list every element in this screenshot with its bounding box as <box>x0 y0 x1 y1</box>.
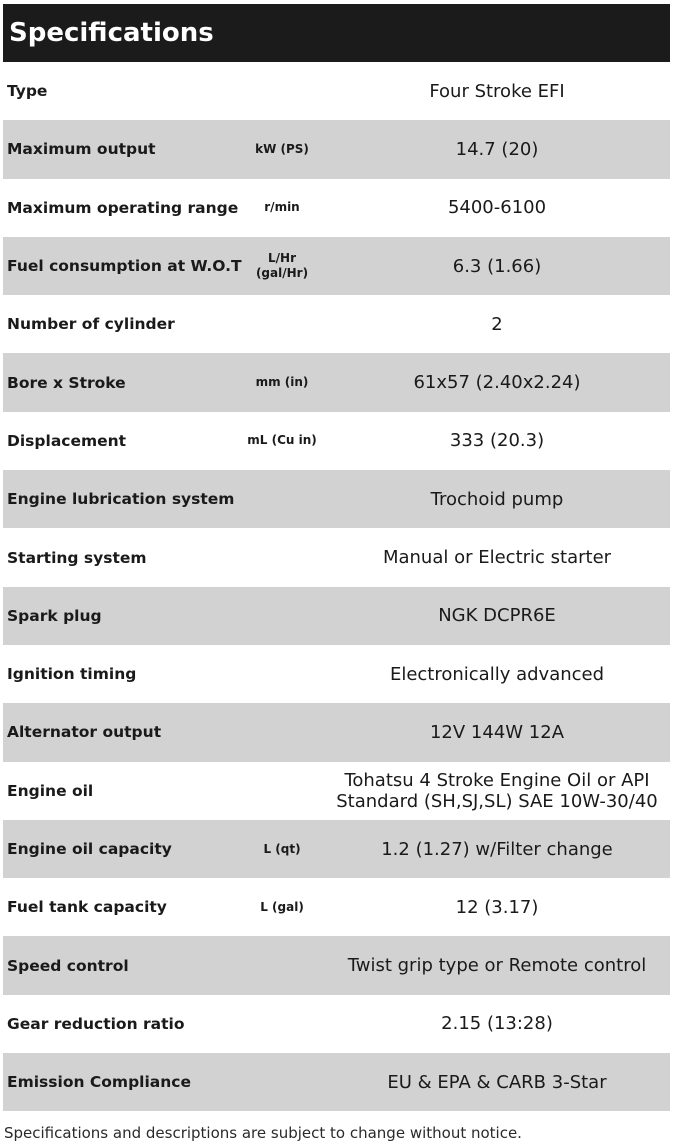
spec-value: NGK DCPR6E <box>438 605 556 627</box>
spec-value: 333 (20.3) <box>449 430 545 452</box>
spec-value: 12V 144W 12A <box>429 721 565 743</box>
spec-label: Gear reduction ratio <box>7 1014 185 1033</box>
table-row <box>3 995 670 1053</box>
spec-label: Maximum output <box>7 140 156 159</box>
spec-label: Engine oil capacity <box>7 840 172 858</box>
spec-table <box>3 4 670 1111</box>
spec-value: 1.2 (1.27) w/Filter change <box>381 838 613 860</box>
spec-value: Electronically advanced <box>389 663 605 685</box>
spec-value: 2 <box>491 313 503 335</box>
spec-label: Number of cylinder <box>7 315 175 334</box>
spec-value: Manual or Electric starter <box>382 547 612 569</box>
spec-label: Alternator output <box>7 723 162 742</box>
table-row <box>3 762 670 820</box>
table-row <box>3 645 670 703</box>
spec-unit: L/Hr (gal/Hr) <box>255 251 309 281</box>
spec-unit: mL (Cu in) <box>247 433 317 448</box>
spec-value: 61x57 (2.40x2.24) <box>413 372 581 394</box>
spec-value: 12 (3.17) <box>455 896 539 918</box>
spec-label: Ignition timing <box>7 665 137 684</box>
spec-label: Fuel tank capacity <box>7 898 167 917</box>
spec-unit: kW (PS) <box>255 141 309 156</box>
spec-label: Type <box>7 82 48 101</box>
spec-unit: mm (in) <box>255 375 309 390</box>
spec-value: Trochoid pump <box>430 488 564 510</box>
table-row <box>3 179 670 237</box>
spec-value: 2.15 (13:28) <box>441 1013 553 1035</box>
table-row <box>3 528 670 586</box>
table-row <box>3 878 670 936</box>
spec-label: Emission Compliance <box>7 1073 191 1092</box>
table-row <box>3 470 670 528</box>
spec-value: 5400-6100 <box>447 197 547 219</box>
spec-label: Speed control <box>7 956 129 975</box>
table-row <box>3 237 670 295</box>
spec-label: Spark plug <box>7 606 102 625</box>
spec-rows <box>3 62 670 1111</box>
table-title: Specifications <box>3 4 670 62</box>
spec-value: Twist grip type or Remote control <box>347 955 647 977</box>
table-row <box>3 62 670 120</box>
spec-label: Maximum operating range <box>7 198 239 217</box>
footnote: Specifications and descriptions are subject to change without notice. <box>4 1124 522 1142</box>
spec-value: EU & EPA & CARB 3-Star <box>387 1071 607 1093</box>
spec-label: Bore x Stroke <box>7 373 126 392</box>
spec-unit: L (qt) <box>263 841 301 856</box>
table-row <box>3 120 670 178</box>
spec-label: Fuel consumption at W.O.T <box>7 257 242 276</box>
spec-value: Tohatsu 4 Stroke Engine Oil or API Standard (SH,SJ,SL) SAE 10W-30/40 <box>336 769 658 812</box>
spec-label: Engine oil <box>7 781 94 800</box>
table-row <box>3 353 670 411</box>
spec-label: Engine lubrication system <box>7 490 235 509</box>
spec-value: 6.3 (1.66) <box>452 255 542 277</box>
table-row <box>3 820 670 878</box>
spec-unit: r/min <box>264 200 300 215</box>
table-row <box>3 703 670 761</box>
table-row <box>3 936 670 994</box>
spec-label: Displacement <box>7 431 127 450</box>
spec-value: 14.7 (20) <box>455 138 539 160</box>
spec-label: Starting system <box>7 548 147 567</box>
spec-value: Four Stroke EFI <box>429 80 565 102</box>
table-row <box>3 295 670 353</box>
table-row <box>3 587 670 645</box>
table-row <box>3 1053 670 1111</box>
spec-unit: L (gal) <box>260 899 304 914</box>
table-row <box>3 412 670 470</box>
